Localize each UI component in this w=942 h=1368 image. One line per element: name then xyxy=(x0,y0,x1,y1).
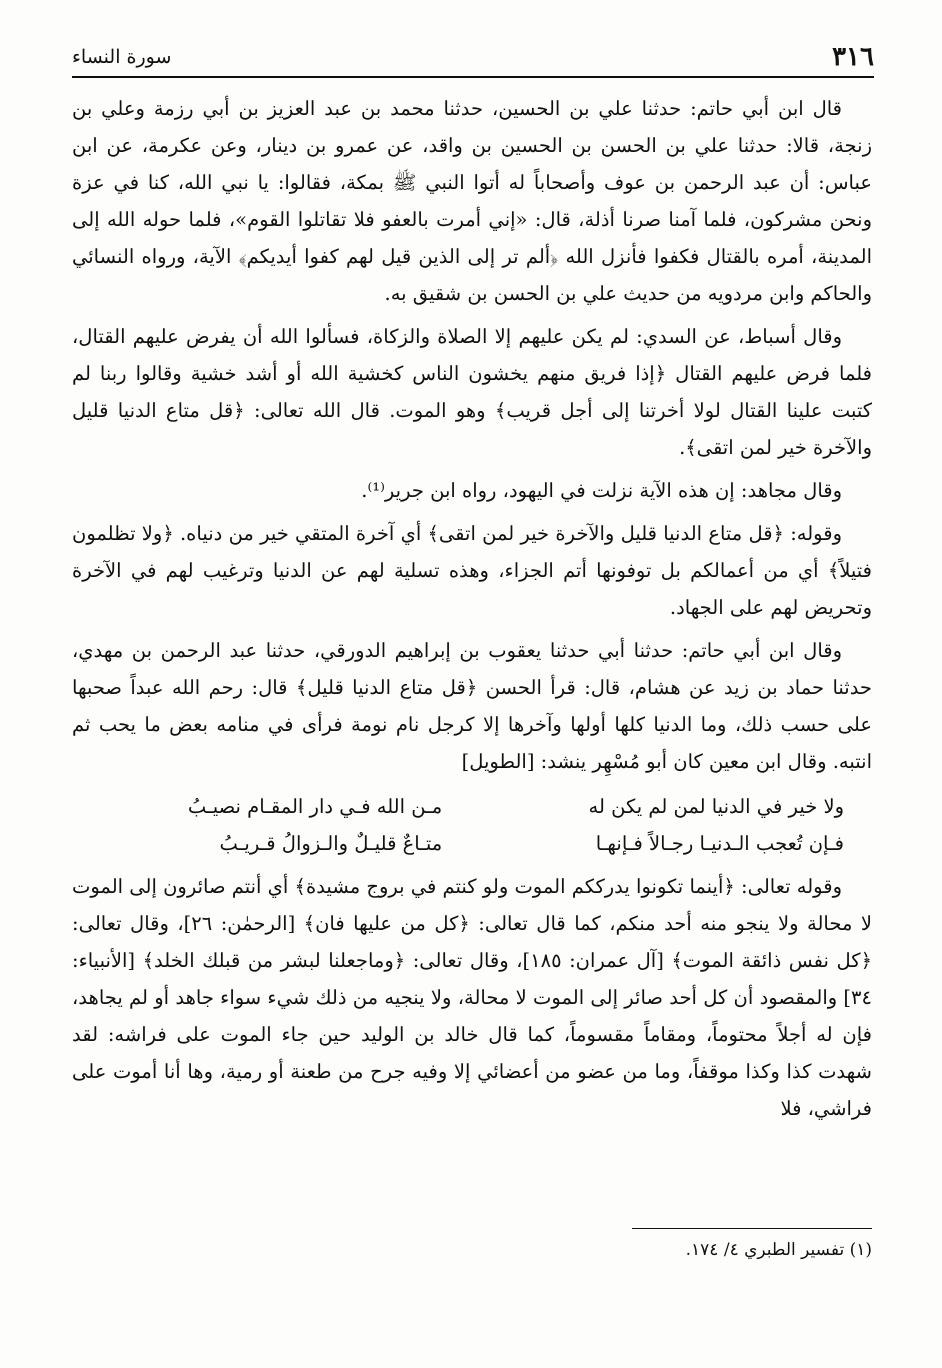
page-number: ٣١٦ xyxy=(832,42,874,72)
paragraph: وقوله: ﴿قل متاع الدنيا قليل والآخرة خير لمن اتقى﴾ أي آخرة المتقي خير من دنياه. ﴿ولا تظلمون فتيلاً﴾ أي من أعمالكم بل توفونها أتم الجزاء، وهذه تسلية لهم عن الدنيا وترغيب لهم في الآخرة وتحريض لهم على الجهاد. xyxy=(72,522,872,619)
poem-hemistich-left: مـن الله فـي دار المقـام نصيـبُ xyxy=(187,795,443,818)
poem-line xyxy=(72,788,872,825)
running-title: سورة النساء xyxy=(72,46,172,68)
footnote-divider xyxy=(632,1228,872,1229)
paragraph: وقال ابن أبي حاتم: حدثنا أبي حدثنا يعقوب بن إبراهيم الدورقي، حدثنا عبد الرحمن بن مهدي، حدثنا حماد بن زيد عن هشام، قال: قرأ الحسن ﴿قل متاع الدنيا قليل﴾ قال: رحم الله عبداً صحبها على حسب ذلك، وما الدنيا كلها أولها وآخرها إلا كرجل نام نومة فرأى في منامه بعض ما يحب ثم انتبه. وقال ابن معين كان أبو مُسْهِر ينشد: [الطويل] xyxy=(72,639,872,773)
poem-hemistich-left: متـاعٌ قليـلٌ والـزوالُ قـريـبُ xyxy=(219,832,443,855)
poem-hemistich-right: فـإن تُعجب الـدنيـا رجـالاً فـإنهـا xyxy=(595,832,844,855)
paragraph: وقال مجاهد: إن هذه الآية نزلت في اليهود، رواه ابن جرير⁽¹⁾. xyxy=(361,479,842,502)
page-header xyxy=(72,42,874,78)
paragraph: وقال أسباط، عن السدي: لم يكن عليهم إلا الصلاة والزكاة، فسألوا الله أن يفرض عليهم القتال، فلما فرض عليهم القتال ﴿إذا فريق منهم يخشون الناس كخشية الله أو أشد خشية وقالوا ربنا لم كتبت علينا القتال لولا أخرتنا إلى أجل قريب﴾ وهو الموت. قال الله تعالى: ﴿قل متاع الدنيا قليل والآخرة خير لمن اتقى﴾. xyxy=(72,325,872,459)
poem-hemistich-right: ولا خير في الدنيا لمن لم يكن له xyxy=(588,795,844,818)
poem xyxy=(72,788,872,862)
body-text xyxy=(72,90,872,1133)
paragraph: قال ابن أبي حاتم: حدثنا علي بن الحسين، حدثنا محمد بن عبد العزيز بن أبي رزمة وعلي بن زنجة، قالا: حدثنا علي بن الحسن بن الحسين بن واقد، عن عمرو بن دينار، وعن عكرمة، عن ابن عباس: أن عبد الرحمن بن عوف وأصحاباً له أتوا النبي ﷺ بمكة، فقالوا: يا نبي الله، كنا في عزة ونحن مشركون، فلما آمنا صرنا أذلة، قال: «إني أمرت بالعفو فلا تقاتلوا القوم»، فلما حوله الله إلى المدينة، أمره بالقتال فكفوا فأنزل الله ﴿ألم تر إلى الذين قيل لهم كفوا أيديكم﴾ الآية، ورواه النسائي والحاكم وابن مردويه من حديث علي بن الحسن بن شقيق به. xyxy=(72,97,872,305)
poem-line xyxy=(72,825,872,862)
paragraph: وقوله تعالى: ﴿أينما تكونوا يدرككم الموت ولو كنتم في بروج مشيدة﴾ أي أنتم صائرون إلى الموت لا محالة ولا ينجو منه أحد منكم، كما قال تعالى: ﴿كل من عليها فان﴾ [الرحمٰن: ٢٦]، وقال تعالى: ﴿كل نفس ذائقة الموت﴾ [آل عمران: ١٨٥]، وقال تعالى: ﴿وماجعلنا لبشر من قبلك الخلد﴾ [الأنبياء: ٣٤] والمقصود أن كل أحد صائر إلى الموت لا محالة، ولا ينجيه من ذلك شيء سواء جاهد أو لم يجاهد، فإن له أجلاً محتوماً، ومقاماً مقسوماً، كما قال خالد بن الوليد حين جاء الموت على فراشه: لقد شهدت كذا وكذا موقفاً، وما من عضو من أعضائي إلا وفيه جرح من طعنة أو رمية، وها أنا أموت على فراشي، فلا xyxy=(72,875,872,1120)
footnote: (١) تفسير الطبري ٤/ ١٧٤. xyxy=(685,1240,872,1260)
